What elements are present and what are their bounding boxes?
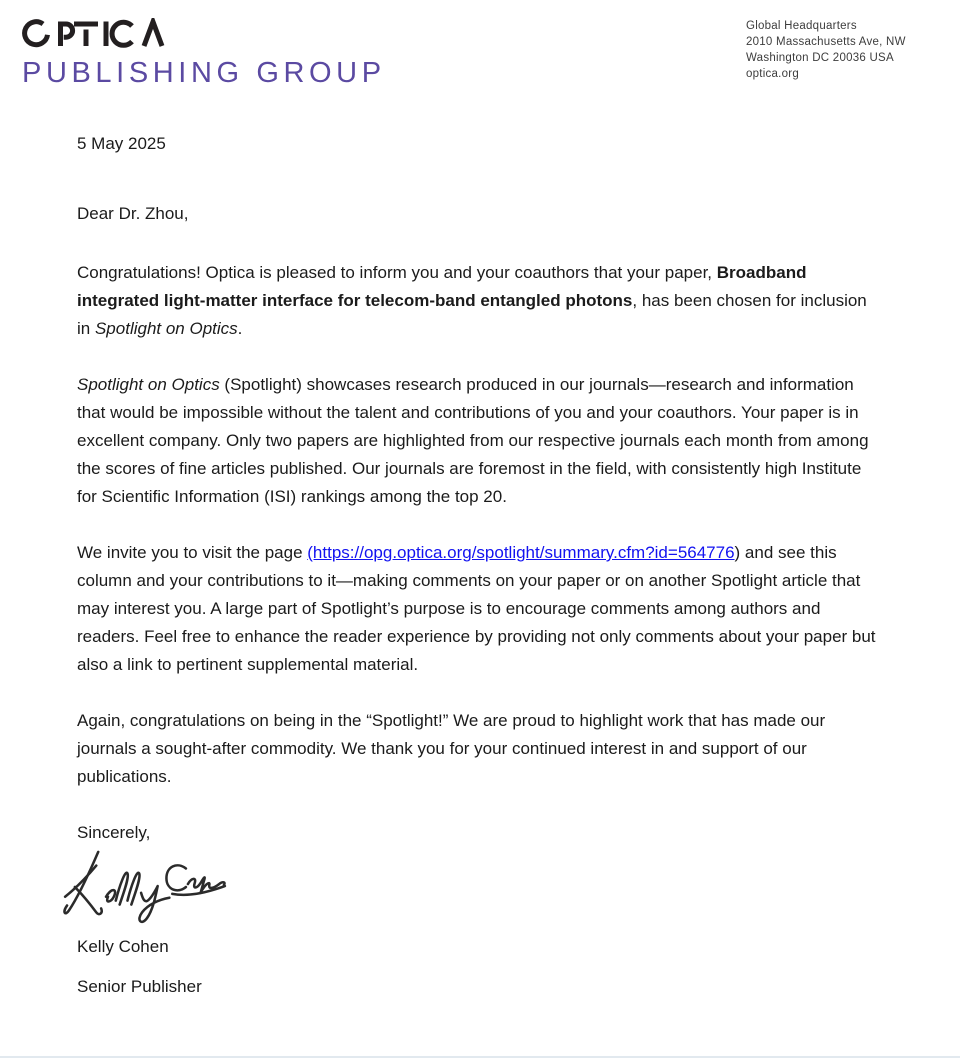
letter-body (0, 90, 880, 1001)
address-line: optica.org (746, 68, 800, 80)
signer-title: Senior Publisher (77, 977, 202, 996)
optica-wordmark-icon (22, 18, 176, 50)
paragraph-invite (77, 539, 879, 679)
paper-title: Broadband integrated light-matter interface for telecom-band entangled photons (77, 263, 807, 310)
para1-mid: , has been chosen for inclusion in (77, 291, 867, 338)
spotlight-summary-link[interactable]: (https://opg.optica.org/spotlight/summary.cfm?id=564776 (307, 543, 735, 562)
paragraph-thanks: Again, congratulations on being in the “Spotlight!” We are proud to highlight work that has made our journals a sought-after commodity. We thank you for your continued interest in and support of our publications. (77, 711, 826, 786)
address-line: 2010 Massachusetts Ave, NW (746, 36, 906, 48)
para1-end: . (237, 319, 243, 338)
paragraph-about-spotlight (77, 371, 879, 511)
para1-lead: Congratulations! Optica is pleased to inform you and your coauthors that your paper, (77, 263, 717, 282)
letter-date: 5 May 2025 (77, 134, 166, 153)
letterhead (0, 0, 960, 90)
para2-rest: (Spotlight) showcases research produced in our journals—research and information that would be impossible without the talent and contributions of you and your coauthors. Your paper is in excellent company. Only two papers are highlighted from our respective journals each month from among the scores of fine articles published. Our journals are foremost in the field, with consistently high Institute for Scientific Information (ISI) rankings among the top 20. (77, 375, 869, 506)
address-line: Global Headquarters (746, 20, 857, 32)
closing: Sincerely, (77, 823, 151, 842)
signer-name: Kelly Cohen (77, 937, 169, 956)
publishing-group-wordmark: PUBLISHING GROUP (22, 57, 386, 89)
optica-logo (22, 18, 386, 90)
headquarters-address (746, 18, 942, 82)
paragraph-congratulations (77, 259, 879, 343)
para3-lead: We invite you to visit the page (77, 543, 308, 562)
address-line: Washington DC 20036 USA (746, 52, 894, 64)
spotlight-name: Spotlight on Optics (94, 319, 238, 338)
spotlight-name: Spotlight on Optics (77, 375, 220, 394)
salutation: Dear Dr. Zhou, (77, 204, 189, 223)
handwritten-signature (61, 849, 229, 925)
para3-rest: ) and see this column and your contributions to it—making comments on your paper or on another Spotlight article that may interest you. A large part of Spotlight’s purpose is to encourage comments among authors and readers. Feel free to enhance the reader experience by providing not only comments about your paper but also a link to pertinent supplemental material. (77, 543, 876, 674)
